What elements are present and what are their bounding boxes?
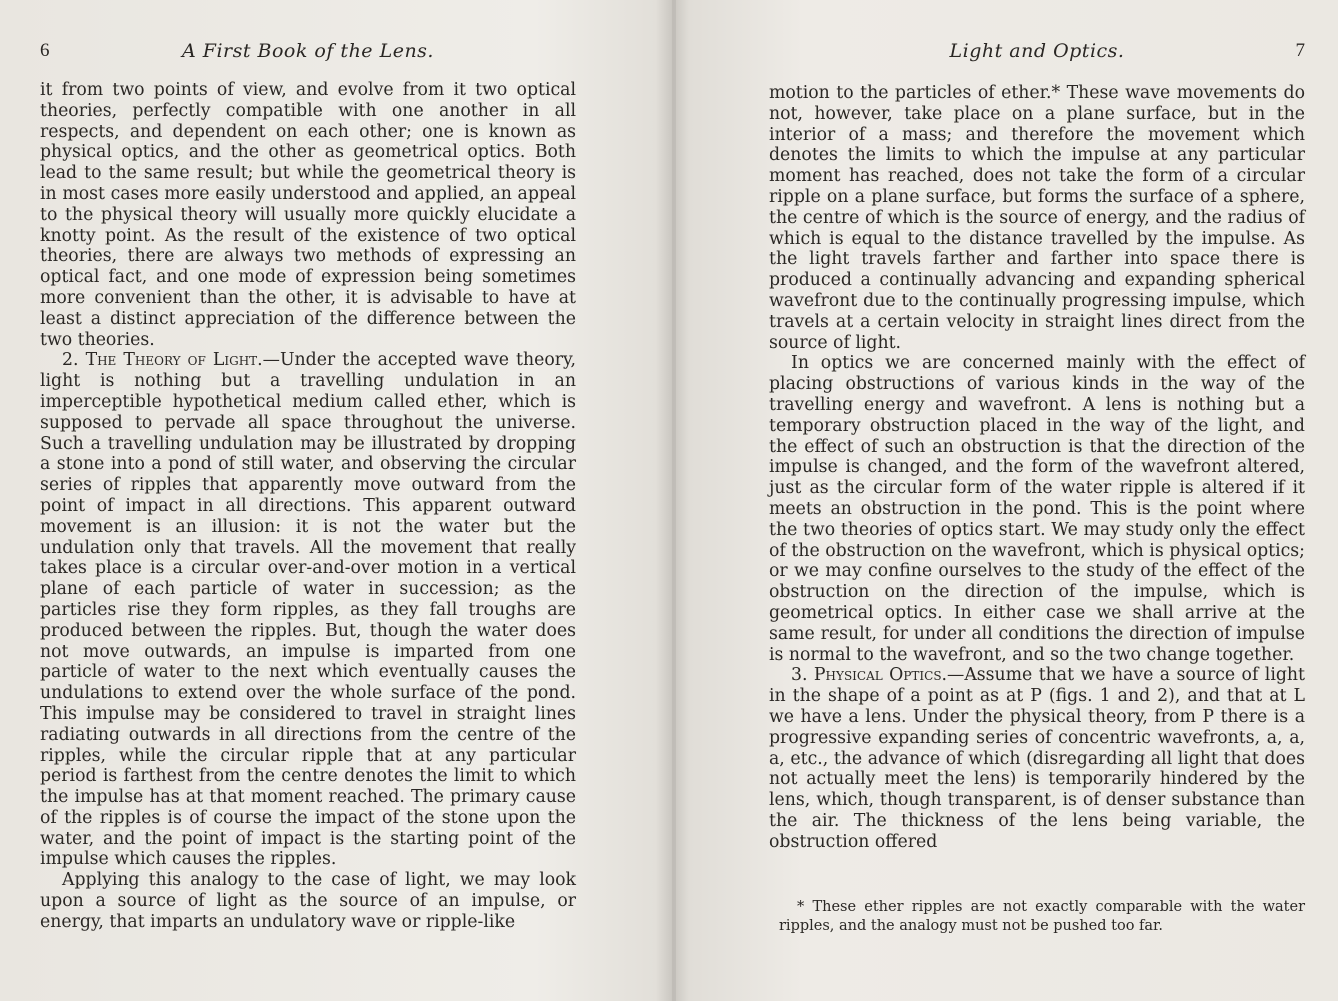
left-page — [40, 0, 576, 1001]
section-heading: 2. The Theory of Light.— — [62, 350, 280, 371]
right-page — [769, 0, 1305, 1001]
paragraph: it from two points of view, and evolve from it two optical theories, perfectly compatible with one another in all respects, and dependent on each other; one is known as physical optics, and the other as geometrical optics. Both lead to the same result; but while the geometrical theory is in most cases more easily understood and applied, an appeal to the physical theory will usually more quickly elucidate a knotty point. As the result of the existence of two optical theories, there are always two methods of expressing an optical fact, and one mode of expression being sometimes more convenient than the other, it is advisable to have at least a distinct appreciation of the difference between the two theories. — [40, 80, 576, 350]
paragraph-text: Under the accepted wave theory, light is nothing but a travelling undulation in an imperceptible hypothetical medium called ether, which is supposed to pervade all space throughout the universe. Such a travelling undulation may be illustrated by dropping a stone into a pond of still water, and observing the circular series of ripples that apparently move outward from the point of impact in all directions. This apparent outward movement is an illusion: it is not the water but the undulation only that travels. All the movement that really takes place is a circular over-and-over motion in a vertical plane of each particle of water in succession; as the particles rise they form ripples, as they fall troughs are produced between the ripples. But, though the water does not move outwards, an impulse is imparted from one particle of water to the next which eventually causes the undulations to extend over the whole surface of the pond. This impulse may be considered to travel in straight lines radiating outwards in all directions from the centre of the ripples, while the circular ripple that at any particular period is farthest from the centre denotes the limit to which the impulse has at that moment reached. The primary cause of the ripples is of course the impact of the stone upon the water, and the point of impact is the starting point of the impulse which causes the ripples. — [40, 350, 576, 870]
right-page-body — [769, 83, 1305, 852]
paragraph: In optics we are concerned mainly with the effect of placing obstructions of various kinds in the way of the travelling energy and wavefront. A lens is nothing but a temporary obstruction placed in the way of the light, and the effect of such an obstruction is that the direction of the impulse is changed, and the form of the wavefront altered, just as the circular form of the water ripple is altered if it meets an obstruction in the pond. This is the point where the two theories of optics start. We may study only the effect of the obstruction on the wavefront, which is physical optics; or we may confine ourselves to the study of the effect of the obstruction on the direction of the impulse, which is geometrical optics. In either case we shall arrive at the same result, for under all conditions the direction of impulse is normal to the wavefront, and so the two change together. — [769, 353, 1305, 665]
paragraph — [40, 350, 576, 870]
running-head: A First Book of the Lens. — [182, 40, 434, 62]
footnote: * These ether ripples are not exactly comparable with the water ripples, and the analogy must not be pushed too far. — [779, 899, 1305, 934]
paragraph: motion to the particles of ether.* These wave movements do not, however, take place on a plane surface, but in the interior of a mass; and therefore the movement which denotes the limits to which the impulse at any particular moment has reached, does not take the form of a circular ripple on a plane surface, but forms the surface of a sphere, the centre of which is the source of energy, and the radius of which is equal to the distance travelled by the impulse. As the light travels farther and farther into space there is produced a continually advancing and expanding spherical wavefront due to the continually progressing impulse, which travels at a certain velocity in straight lines direct from the source of light. — [769, 83, 1305, 353]
page-number: 7 — [1295, 40, 1305, 61]
page-number: 6 — [40, 40, 50, 61]
left-page-body — [40, 80, 576, 933]
running-head: Light and Optics. — [949, 40, 1125, 62]
paragraph: Applying this analogy to the case of light, we may look upon a source of light as the source of an impulse, or energy, that imparts an undulatory wave or ripple-like — [40, 870, 576, 932]
book-gutter — [672, 0, 676, 1001]
right-page-header — [769, 40, 1305, 66]
left-page-header — [40, 40, 576, 66]
section-heading: 3. Physical Optics.— — [791, 665, 965, 686]
paragraph — [769, 665, 1305, 852]
paragraph-text: Assume that we have a source of light in the shape of a point as at P (figs. 1 and 2), and that at L we have a lens. Under the physical theory, from P there is a progressive expanding series of concentric wavefronts, a, a, a, etc., the advance of which (disregarding all light that does not actually meet the lens) is temporarily hindered by the lens, which, though transparent, is of denser substance than the air. The thickness of the lens being variable, the obstruction offered — [769, 665, 1305, 852]
